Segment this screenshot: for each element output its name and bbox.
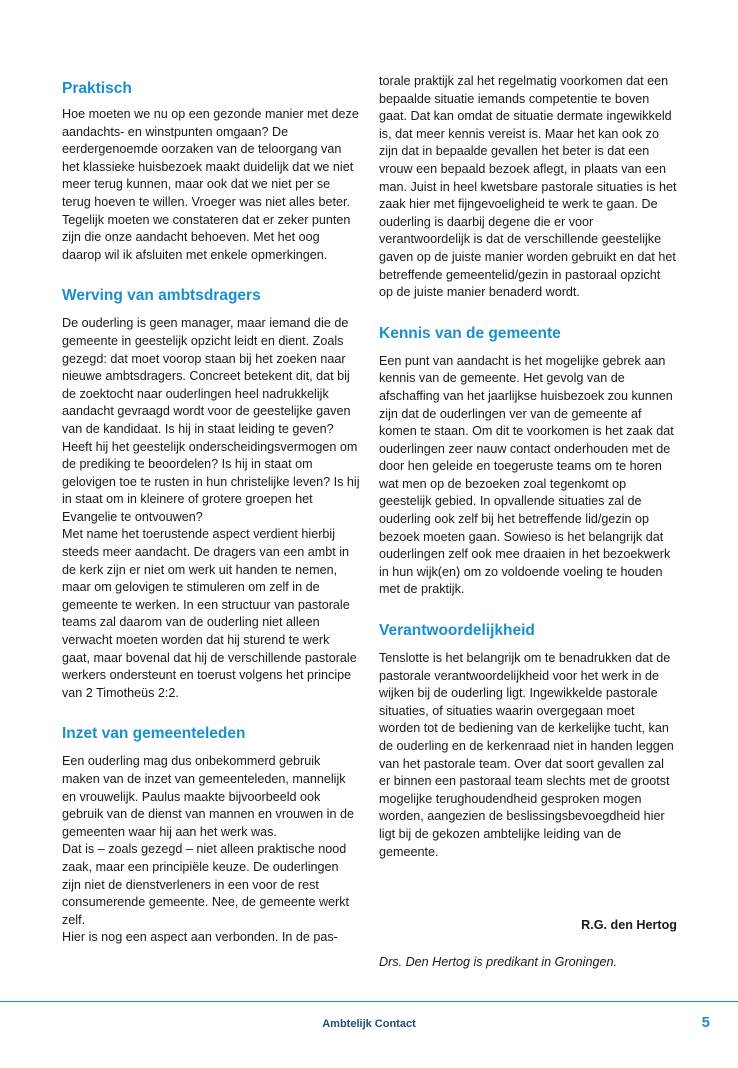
left-column xyxy=(62,78,360,947)
heading-praktisch: Praktisch xyxy=(62,80,132,97)
page-number: 5 xyxy=(701,1014,710,1031)
footer-publication-title: Ambtelijk Contact xyxy=(322,1018,416,1030)
paragraph: Dat is – zoals gezegd – niet alleen praktische nood zaak, maar een principiële keuze. De ouderlingen zijn niet de dienstverleners in een voor de rest consumerende gemeente. Nee, de gemeente werkt zelf. xyxy=(62,842,350,927)
paragraph: Hoe moeten we nu op een gezonde manier met deze aandachts- en winstpunten omgaan? De eerdergenoemde oorzaken van de teloorgang van het klassieke huisbezoek maakt duidelijk dat we niet meer terug kunnen, maar ook dat we niet per se terug hoeven te willen. Vroeger was niet alles beter. Tegelijk moeten we constateren dat er zeker punten zijn die onze aandacht behoeven. Met het oog daarop wil ik afsluiten met enkele opmerkingen. xyxy=(62,107,359,262)
paragraph: Met name het toerustende aspect verdient hierbij steeds meer aandacht. De dragers van een ambt in de kerk zijn er niet om werk uit handen te nemen, maar om gelovigen te stimuleren om zelf in de gemeente te werken. In een structuur van pastorale teams zal daarom van de ouderling niet alleen verwacht moeten worden dat hij sturend te werk gaat, maar bovenal dat hij de verschillende pastorale werkers ondersteunt en toerust volgens het principe van 2 Timotheüs 2:2. xyxy=(62,527,357,700)
paragraph: Hier is nog een aspect aan verbonden. In de pas- xyxy=(62,930,338,945)
paragraph: Een ouderling mag dus onbekommerd gebruik maken van de inzet van gemeenteleden, mannelijk en vrouwelijk. Paulus maakte bijvoorbeeld ook gebruik van de dienst van mannen en vrouwen in de gemeenten waar hij aan het werk was. xyxy=(62,754,354,839)
paragraph: Tenslotte is het belangrijk om te benadrukken dat de pastorale verantwoordelijkheid voor het werk in de wijken bij de ouderling ligt. Ingewikkelde pastorale situaties, of situaties waarin overgegaan moet worden tot de bediening van de kerkelijke tucht, kan de ouderling en de kerkenraad niet in handen leggen van het pastorale team. Over dat soort gevallen zal er binnen een pastoraal team slechts met de grootst mogelijke terughoudendheid gesproken mogen worden, aangezien de beslissingsbevoegdheid hier ligt bij de gekozen ambtelijke leiding van de gemeente. xyxy=(379,651,674,859)
author-note: Drs. Den Hertog is predikant in Groningen. xyxy=(379,955,617,969)
heading-werving: Werving van ambtsdragers xyxy=(62,287,261,305)
paragraph: Een punt van aandacht is het mogelijke gebrek aan kennis van de gemeente. Het gevolg van de afschaffing van het jaarlijkse huisbezoek zou kunnen zijn dat de ouderlingen ver van de gemeente af komen te staan. Om dit te voorkomen is het zaak dat ouderlingen zeer nauw contact onderhouden met de door hen geleide en toegeruste teams om te horen wat men op de bezoeken zoal tegenkomt op geestelijk gebied. In opvallende situaties zal de ouderling ook zelf bij het betreffende lid/gezin op bezoek moeten gaan. Sowieso is het belangrijk dat ouderlingen zelf ook mee draaien in het bezoekwerk in hun wijk(en) om zo voldoende voeling te houden met de praktijk. xyxy=(379,353,674,597)
heading-inzet: Inzet van gemeenteleden xyxy=(62,725,246,743)
right-column xyxy=(379,73,677,861)
author-signature: R.G. den Hertog xyxy=(581,918,677,932)
paragraph: torale praktijk zal het regelmatig voorkomen dat een bepaalde situatie iemands competentie te boven gaat. Dat kan omdat de situatie dermate ingewikkeld is, dat meer kennis vereist is. Maar het kan ook zo zijn dat in bepaalde gevallen het beter is dat een vrouw een bepaald bezoek aflegt, in plaats van een man. Juist in heel kwetsbare pastorale situaties is het zaak hier met fijngevoeligheid te werk te gaan. De ouderling is daarbij degene die er voor verantwoordelijk is dat de verschillende geestelijke gaven op de juiste manier worden gebruikt en dat het betreffende gemeentelid/gezin in pastoraal opzicht op de juiste manier benaderd wordt. xyxy=(379,74,677,300)
heading-kennis: Kennis van de gemeente xyxy=(379,324,561,342)
paragraph: De ouderling is geen manager, maar iemand die de gemeente in geestelijk opzicht leidt en dient. Zoals gezegd: dat moet voorop staan bij het zoeken naar nieuwe ambtsdragers. Concreet betekent dit, dat bij de zoektocht naar ouderlingen heel nadrukkelijk aandacht gevraagd wordt voor de geestelijke gaven van de kandidaat. Is hij in staat leiding te geven? Heeft hij het geestelijk onderscheidingsvermogen om de prediking te beoordelen? Is hij in staat om gelovigen toe te rusten in hun christelijke leven? Is hij in staat om in kleinere of grotere groepen het Evangelie te ontvouwen? xyxy=(62,316,360,524)
heading-verantwoordelijkheid: Verantwoordelijkheid xyxy=(379,622,535,640)
footer-divider xyxy=(0,1001,738,1002)
